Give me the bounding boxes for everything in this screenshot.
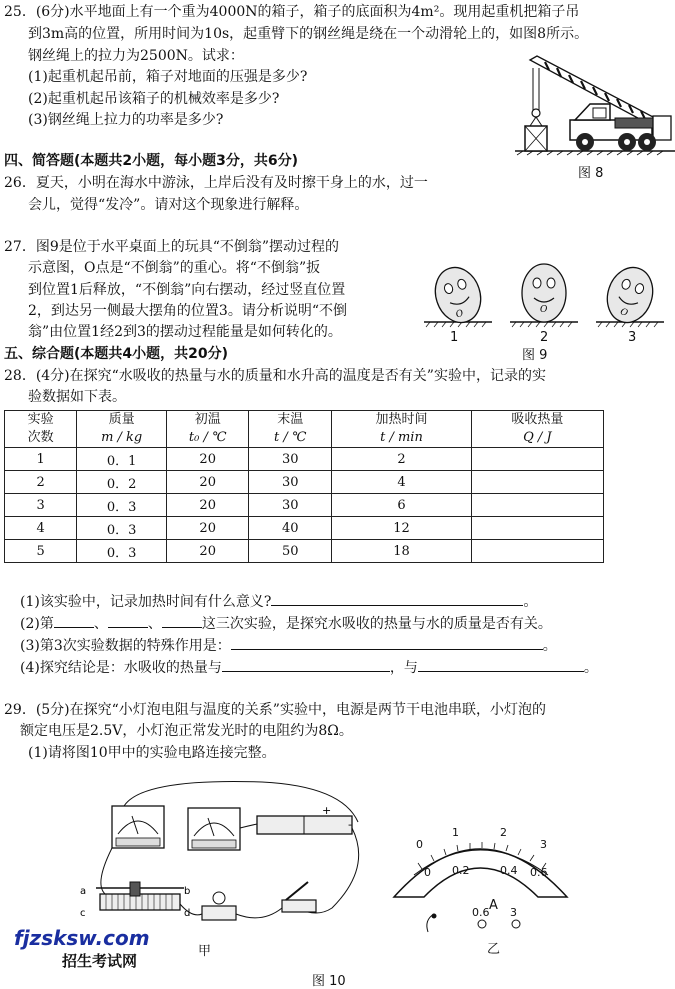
q28-data-table xyxy=(4,410,604,563)
dial-top-tick: 0 xyxy=(416,838,423,851)
table-cell: 30 xyxy=(249,471,332,494)
table-header-cell: 加热时间 t / min xyxy=(332,411,471,448)
q28-sub1-end: 。 xyxy=(523,594,538,610)
q28-sub4-text-a: (4)探究结论是：水吸收的热量与 xyxy=(20,660,222,676)
q25-line1: 25．(6分)水平地面上有一个重为4000N的箱子，箱子的底面积为4m²。现用起重机把箱子吊 xyxy=(4,4,580,20)
rheostat-label-c: c xyxy=(80,908,86,919)
dial-top-tick: 2 xyxy=(500,826,507,839)
q25-sub3: (3)钢丝绳上拉力的功率是多少? xyxy=(28,112,224,128)
answer-blank[interactable] xyxy=(108,614,148,628)
svg-text:O: O xyxy=(618,307,629,319)
table-cell: 4 xyxy=(5,517,77,540)
table-header-cell: 初温 t₀ / ℃ xyxy=(167,411,249,448)
table-cell: 1 xyxy=(5,448,77,471)
q27-line3: 到位置1后释放，“不倒翁”向右摆动，经过竖直位置 xyxy=(28,282,346,298)
ammeter-dial-figure xyxy=(388,815,573,905)
watermark-subtitle: 招生考试网 xyxy=(62,952,138,970)
table-header-cell: 吸收热量 Q / J xyxy=(471,411,603,448)
table-cell: 6 xyxy=(332,494,471,517)
q25-line3: 钢丝绳上的拉力为2500N。试求： xyxy=(28,48,244,64)
section-4-heading: 四、简答题(本题共2小题，每小题3分，共6分) xyxy=(4,153,299,169)
dial-bottom-tick: 0.2 xyxy=(452,864,470,877)
q28-line1: 28．(4分)在探究“水吸收的热量与水的质量和水升高的温度是否有关”实验中，记录的实 xyxy=(4,368,546,384)
answer-blank[interactable] xyxy=(231,636,543,650)
figure-9-caption: 图 9 xyxy=(522,348,548,363)
table-header-cell: 实验 次数 xyxy=(5,411,77,448)
answer-blank[interactable] xyxy=(222,658,390,672)
dial-top-tick: 3 xyxy=(540,838,547,851)
q26-line1: 26．夏天，小明在海水中游泳，上岸后没有及时擦干身上的水，过一 xyxy=(4,175,428,191)
rheostat-label-d: d xyxy=(184,908,191,919)
table-cell: 40 xyxy=(249,517,332,540)
circuit-figure xyxy=(72,778,377,950)
table-cell: 20 xyxy=(167,471,249,494)
table-cell: 20 xyxy=(167,517,249,540)
figure-8-caption: 图 8 xyxy=(578,166,604,181)
q28-sub2-text-b: 这三次实验，是探究水吸收的热量与水的质量是否有关。 xyxy=(201,616,552,632)
table-row xyxy=(5,471,604,494)
svg-text:O: O xyxy=(454,308,465,321)
q28-sub3-end: 。 xyxy=(542,638,557,654)
table-cell: 30 xyxy=(249,494,332,517)
q28-sub1 xyxy=(20,592,537,612)
figure-10-jia-label: 甲 xyxy=(198,944,212,959)
q29-sub1: (1)请将图10甲中的实验电路连接完整。 xyxy=(28,745,276,761)
table-cell: 20 xyxy=(167,494,249,517)
tumbler-figure xyxy=(420,250,670,340)
dial-bottom-tick: 0.4 xyxy=(500,864,518,877)
dial-bottom-tick: 0.6 xyxy=(530,866,548,879)
q28-line2: 验数据如下表。 xyxy=(28,389,126,405)
q25-line2: 到3m高的位置，所用时间为10s，起重臂下的钢丝绳是绕在一个动滑轮上的，如图8所示。 xyxy=(28,26,589,42)
table-cell: 18 xyxy=(332,540,471,563)
q28-sub2-text-a: (2)第 xyxy=(20,616,54,632)
site-watermark xyxy=(14,926,150,971)
table-cell: 2 xyxy=(332,448,471,471)
table-header-cell: 质量 m / kg xyxy=(77,411,167,448)
figure-10-caption: 图 10 xyxy=(312,974,346,989)
table-row xyxy=(5,517,604,540)
table-cell xyxy=(471,540,603,563)
answer-blank[interactable] xyxy=(54,614,94,628)
q28-sub3-text: (3)第3次实验数据的特殊作用是： xyxy=(20,638,231,654)
q28-sub2 xyxy=(20,614,552,634)
table-cell: 0．2 xyxy=(77,471,167,494)
table-cell: 20 xyxy=(167,448,249,471)
rheostat-label-b: b xyxy=(184,886,191,897)
figure-10-yi-label: 乙 xyxy=(487,942,501,957)
terminal-0-6: 0.6 xyxy=(472,906,490,919)
q25-sub2: (2)起重机起吊该箱子的机械效率是多少? xyxy=(28,91,280,107)
q28-sub4-end: 。 xyxy=(583,660,598,676)
q28-sub3 xyxy=(20,636,557,656)
watermark-site: fjzsksw.com xyxy=(14,926,150,950)
q25-sub1: (1)起重机起吊前，箱子对地面的压强是多少? xyxy=(28,69,308,85)
q26-line2: 会儿，觉得“发冷”。请对这个现象进行解释。 xyxy=(28,197,309,213)
table-cell: 0．3 xyxy=(77,540,167,563)
table-cell xyxy=(471,448,603,471)
table-cell: 20 xyxy=(167,540,249,563)
table-cell xyxy=(471,471,603,494)
rheostat-label-a: a xyxy=(80,886,87,897)
dial-top-tick: 1 xyxy=(452,826,459,839)
q28-sub1-text: (1)该实验中，记录加热时间有什么意义? xyxy=(20,594,272,610)
q27-line5: 翁”由位置1经2到3的摆动过程能量是如何转化的。 xyxy=(28,324,342,340)
table-row xyxy=(5,494,604,517)
table-cell: 4 xyxy=(332,471,471,494)
q28-sub2-sep2: 、 xyxy=(147,616,162,632)
svg-text:O: O xyxy=(540,305,548,315)
table-cell: 30 xyxy=(249,448,332,471)
terminal-3: 3 xyxy=(510,906,517,919)
q27-line4: 2，到达另一侧最大摆角的位置3。请分析说明“不倒 xyxy=(28,303,347,319)
table-cell: 5 xyxy=(5,540,77,563)
table-row xyxy=(5,540,604,563)
q28-sub4 xyxy=(20,658,598,678)
q28-sub2-sep1: 、 xyxy=(93,616,108,632)
table-cell: 0．1 xyxy=(77,448,167,471)
table-cell: 0．3 xyxy=(77,517,167,540)
tumbler-position-1: 1 xyxy=(450,330,459,345)
answer-blank[interactable] xyxy=(162,614,202,628)
q29-line2: 额定电压是2.5V，小灯泡正常发光时的电阻约为8Ω。 xyxy=(20,723,353,739)
answer-blank[interactable] xyxy=(271,592,523,606)
battery-minus-label: - xyxy=(348,818,352,831)
dial-unit-label: A xyxy=(489,898,498,913)
table-cell: 3 xyxy=(5,494,77,517)
table-header-cell: 末温 t / ℃ xyxy=(249,411,332,448)
answer-blank[interactable] xyxy=(418,658,584,672)
table-cell: 12 xyxy=(332,517,471,540)
q28-sub4-text-b: ，与 xyxy=(389,660,418,676)
section-5-heading: 五、综合题(本题共4小题，共20分) xyxy=(4,346,229,362)
table-cell: 2 xyxy=(5,471,77,494)
crane-figure xyxy=(515,48,675,178)
dial-bottom-tick: 0 xyxy=(424,866,431,879)
battery-plus-label: + xyxy=(322,804,332,817)
table-header-row xyxy=(5,411,604,448)
q29-line1: 29．(5分)在探究“小灯泡电阻与温度的关系”实验中，电源是两节干电池串联，小灯泡的 xyxy=(4,702,546,718)
table-cell: 50 xyxy=(249,540,332,563)
q27-line2: 示意图，O点是“不倒翁”的重心。将“不倒翁”扳 xyxy=(28,260,321,276)
table-cell: 0．3 xyxy=(77,494,167,517)
tumbler-position-2: 2 xyxy=(540,330,549,345)
tumbler-position-3: 3 xyxy=(628,330,637,345)
table-cell xyxy=(471,494,603,517)
table-cell xyxy=(471,517,603,540)
table-row xyxy=(5,448,604,471)
q27-line1: 27．图9是位于水平桌面上的玩具“不倒翁”摆动过程的 xyxy=(4,239,340,255)
